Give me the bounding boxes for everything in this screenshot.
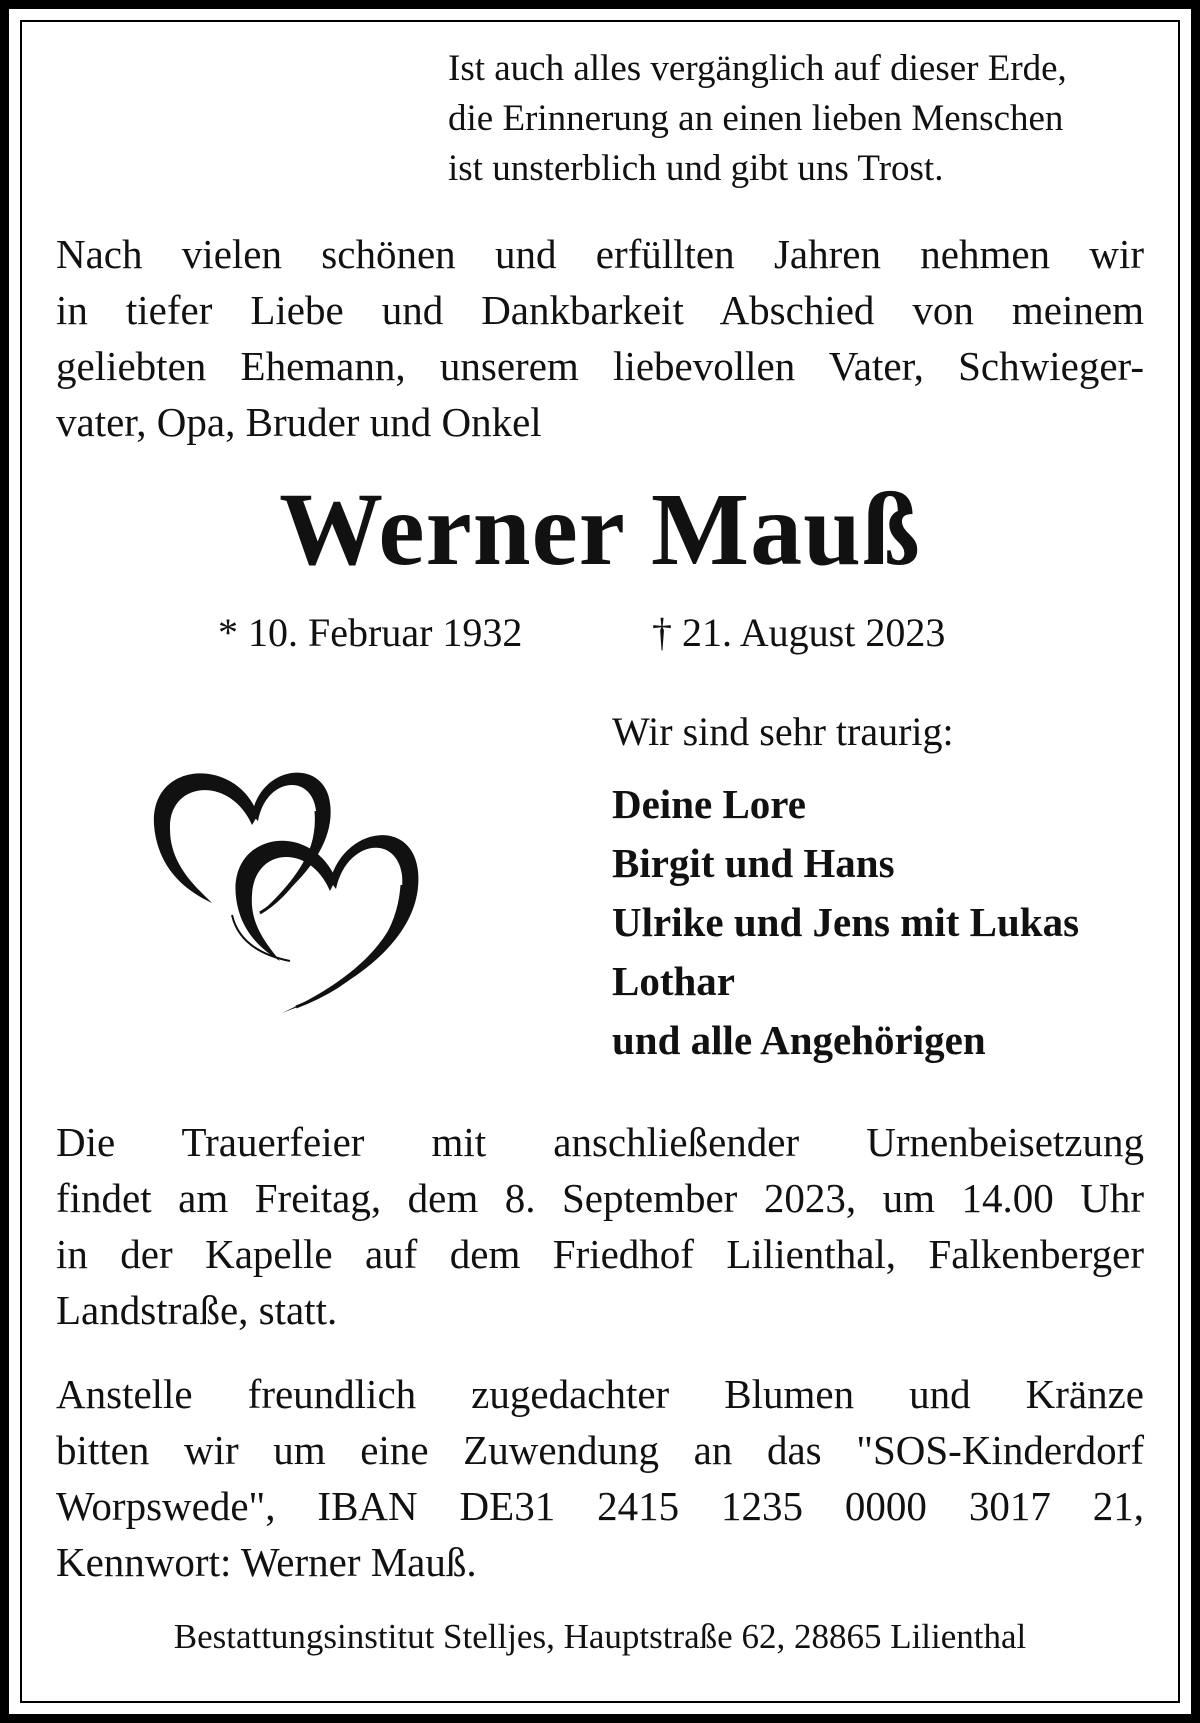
mourner-name: Ulrike und Jens mit Lukas — [612, 899, 1080, 945]
donation-paragraph — [56, 1366, 1144, 1590]
funeral-home-footer: Bestattungsinstitut Stelljes, Hauptstraße 62, 28865 Lilienthal — [173, 1617, 1027, 1656]
two-hearts-icon — [140, 745, 480, 1045]
service-line: findet am Freitag, dem 8. September 2023, um 14.00 Uhr — [56, 1175, 1144, 1221]
intro-line: in tiefer Liebe und Dankbarkeit Abschied von meinem — [56, 287, 1144, 333]
deceased-name: Werner Mauß — [279, 472, 921, 587]
mourners-heading: Wir sind sehr traurig: — [612, 709, 954, 754]
mourner-name: Birgit und Hans — [612, 840, 895, 886]
donation-line: Worpswede", IBAN DE31 2415 1235 0000 3017 21, — [56, 1483, 1144, 1529]
quote-line: ist unsterblich und gibt uns Trost. — [448, 148, 944, 189]
mourner-name: Lothar — [612, 958, 735, 1004]
donation-line: Kennwort: Werner Mauß. — [56, 1539, 477, 1585]
intro-line: Nach vielen schönen und erfüllten Jahren nehmen wir — [56, 231, 1144, 277]
service-line: Die Trauerfeier mit anschließender Urnenbeisetzung — [56, 1119, 1144, 1165]
mourners-list — [612, 775, 1079, 1070]
mourner-name: und alle Angehörigen — [612, 1017, 986, 1063]
intro-line: vater, Opa, Bruder und Onkel — [56, 399, 542, 445]
service-line: in der Kapelle auf dem Friedhof Lilienthal, Falkenberger — [56, 1231, 1144, 1277]
quote-line: Ist auch alles vergänglich auf dieser Erde, — [448, 48, 1067, 89]
intro-paragraph — [56, 226, 1144, 450]
mourner-name: Deine Lore — [612, 781, 806, 827]
intro-line: geliebten Ehemann, unserem liebevollen Vater, Schwieger- — [56, 343, 1144, 389]
death-date: † 21. August 2023 — [652, 610, 946, 655]
donation-line: bitten wir um eine Zuwendung an das "SOS-Kinderdorf — [56, 1427, 1144, 1473]
quote-line: die Erinnerung an einen lieben Menschen — [448, 98, 1064, 139]
service-paragraph — [56, 1114, 1144, 1338]
birth-date: * 10. Februar 1932 — [218, 610, 523, 655]
opening-quote — [448, 44, 1148, 194]
donation-line: Anstelle freundlich zugedachter Blumen und Kränze — [56, 1371, 1144, 1417]
service-line: Landstraße, statt. — [56, 1287, 338, 1333]
